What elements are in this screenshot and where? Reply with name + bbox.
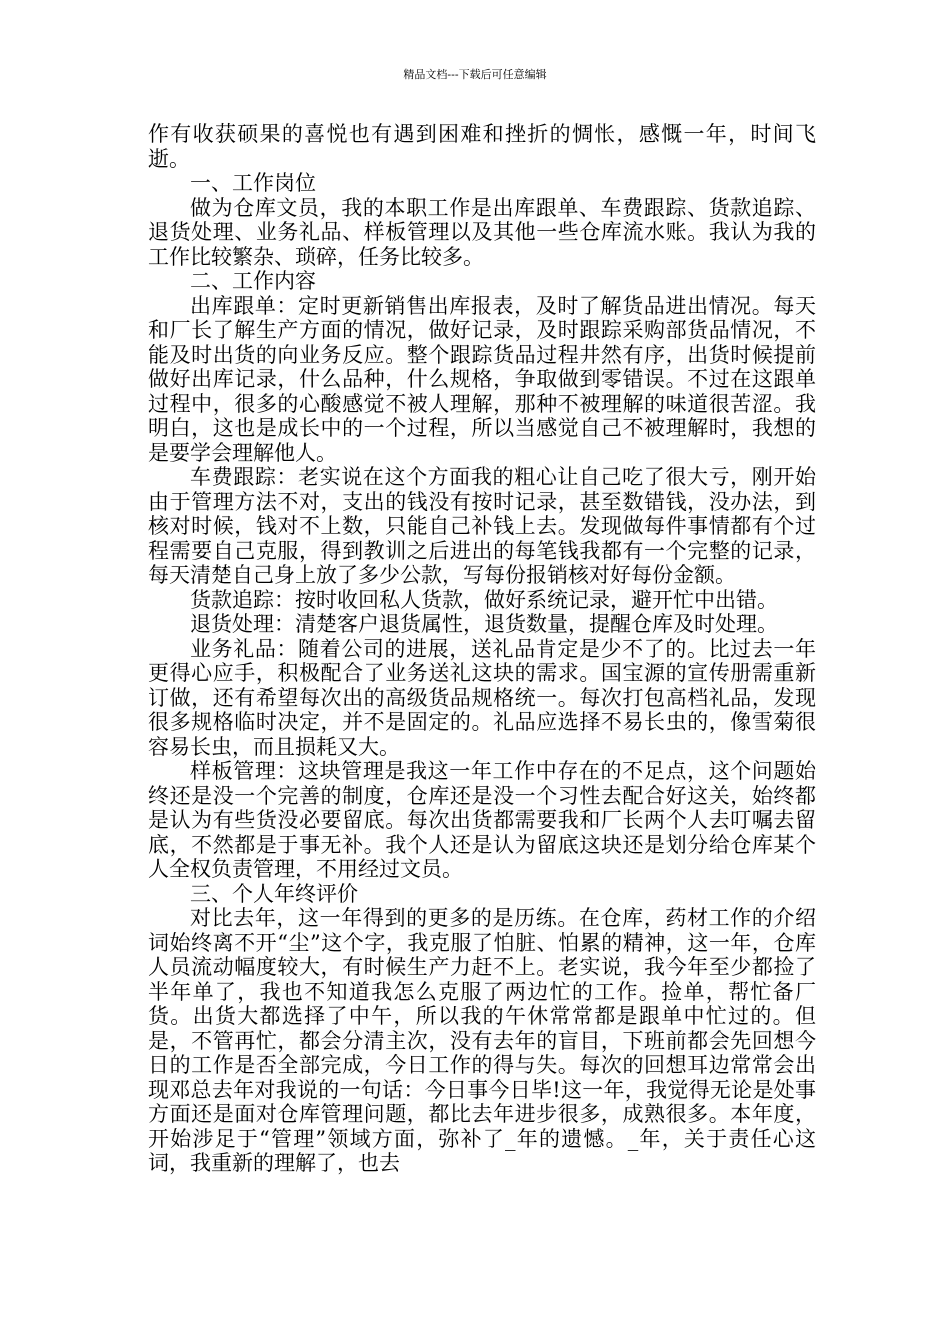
paragraph-continuation: 作有收获硕果的喜悦也有遇到困难和挫折的惆怅，感慨一年，时间飞逝。 — [148, 122, 816, 171]
section-heading-work-content: 二、工作内容 — [190, 269, 316, 293]
document-body — [148, 122, 816, 1176]
paragraph-returns: 退货处理：清楚客户退货属性，退货数量，提醒仓库及时处理。 — [190, 612, 778, 636]
paragraph-business-gifts: 业务礼品：随着公司的进展，送礼品肯定是少不了的。比过去一年更得心应手，积极配合了业务送礼这块的需求。国宝源的宣传册需重新订做，还有希望每次出的高级货品规格统一。每次打包高档礼品，发现很多规格临时决定，并不是固定的。礼品应选择不易长虫的，像雪菊很容易长虫，而且损耗又大。 — [148, 636, 816, 759]
paragraph-outbound-orders: 出库跟单：定时更新销售出库报表，及时了解货品进出情况。每天和厂长了解生产方面的情况，做好记录，及时跟踪采购部货品情况，不能及时出货的向业务反应。整个跟踪货品过程井然有序，出货时候提前做好出库记录，什么品种，什么规格，争取做到零错误。不过在这跟单过程中，很多的心酸感觉不被人理解，那种不被理解的味道很苦涩。我明白，这也是成长中的一个过程，所以当感觉自己不被理解时，我想的是要学会理解他人。 — [148, 293, 816, 465]
page-header: 精品文档---下载后可任意编辑 — [403, 68, 547, 81]
paragraph-sample-management: 样板管理：这块管理是我这一年工作中存在的不足点，这个问题始终还是没一个完善的制度，仓库还是没一个习性去配合好这关，始终都是认为有些货没必要留底。每次出货都需要我和厂长两个人去叮嘱去留底，不然都是于事无补。我个人还是认为留底这块还是划分给仓库某个人全权负责管理，不用经过文员。 — [148, 759, 816, 881]
paragraph-job-position: 做为仓库文员，我的本职工作是出库跟单、车费跟踪、货款追踪、退货处理、业务礼品、样板管理以及其他一些仓库流水账。我认为我的工作比较繁杂、琐碎，任务比较多。 — [148, 195, 816, 269]
section-heading-self-evaluation: 三、个人年终评价 — [190, 881, 358, 906]
paragraph-payment-tracking: 货款追踪：按时收回私人货款，做好系统记录，避开忙中出错。 — [190, 587, 778, 612]
paragraph-self-evaluation: 对比去年，这一年得到的更多的是历练。在仓库，药材工作的介绍词始终离不开“尘”这个字，我克服了怕脏、怕累的精神，这一年，仓库人员流动幅度较大，有时候生产力赶不上。老实说，我今年至少都捡了半年单了，我也不知道我怎么克服了两边忙的工作。捡单，帮忙备厂货。出货大都选择了中午，所以我的午休常常都是跟单中忙过的。但是，不管再忙，都会分清主次，没有去年的盲目，下班前都会先回想今日的工作是否全部完成，今日工作的得与失。每次的回想耳边常常会出现邓总去年对我说的一句话：今日事今日毕!这一年，我觉得无论是处事方面还是面对仓库管理问题，都比去年进步很多，成熟很多。本年度，开始涉足于“管理”领域方面，弥补了_年的遗憾。_年，关于责任心这词，我重新的理解了，也去 — [148, 906, 816, 1175]
section-heading-job-position: 一、工作岗位 — [190, 171, 316, 195]
paragraph-vehicle-costs: 车费跟踪：老实说在这个方面我的粗心让自己吃了很大亏，刚开始由于管理方法不对，支出的钱没有按时记录，甚至数错钱，没办法，到核对时候，钱对不上数，只能自己补钱上去。发现做每件事情都有个过程需要自己克服，得到教训之后进出的每笔钱我都有一个完整的记录，每天清楚自己身上放了多少公款，写每份报销核对好每份金额。 — [148, 465, 816, 587]
